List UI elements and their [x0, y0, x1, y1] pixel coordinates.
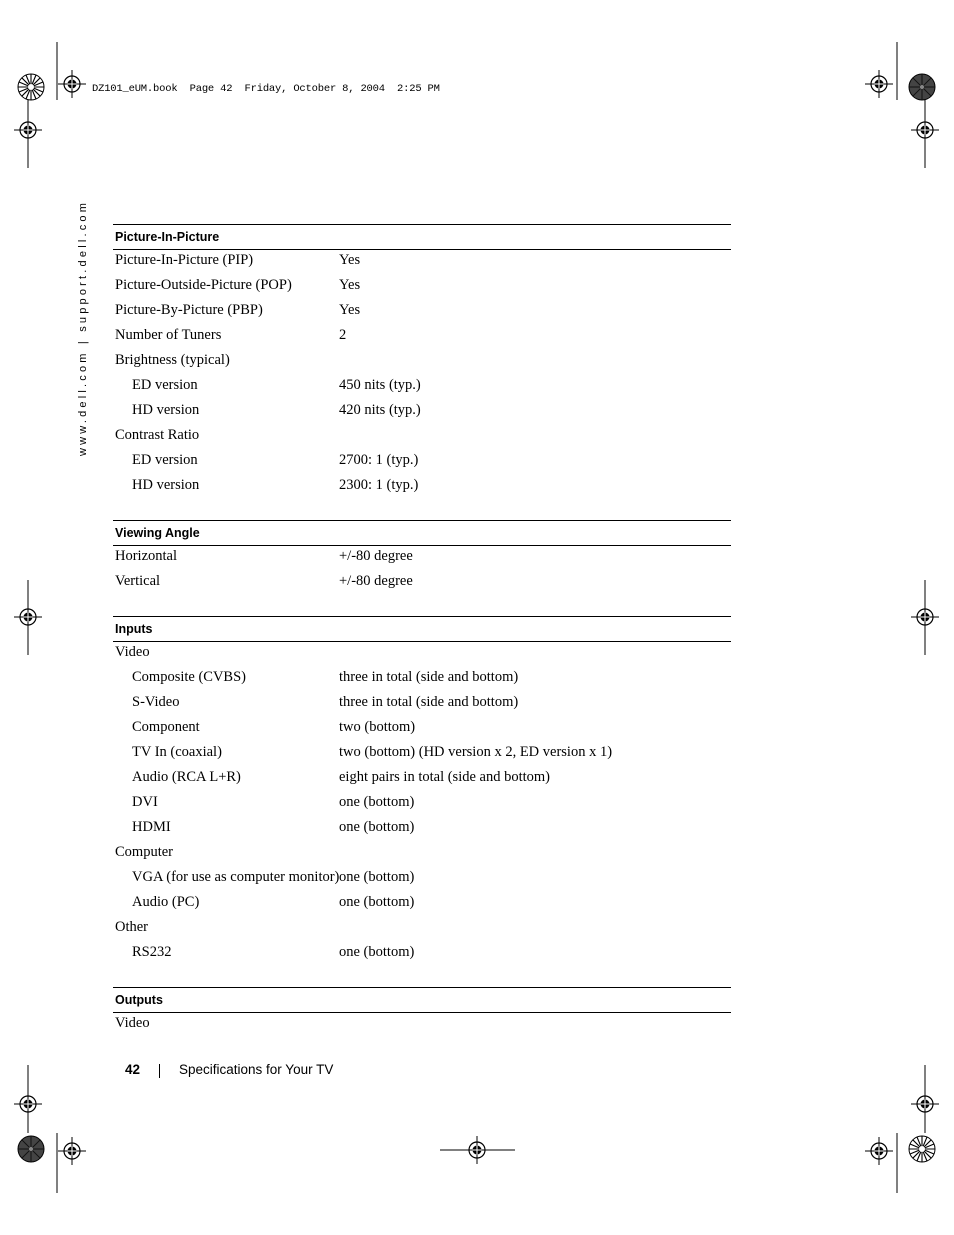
- spec-label: DVI: [132, 794, 158, 810]
- spec-row: [113, 667, 731, 692]
- spec-row: [113, 275, 731, 300]
- spec-row: [113, 1013, 731, 1038]
- spec-row: [113, 425, 731, 450]
- spec-label: ED version: [132, 377, 198, 393]
- spec-value: 2700: 1 (typ.): [339, 452, 419, 468]
- spec-label: Composite (CVBS): [132, 669, 246, 685]
- spec-label: Computer: [115, 844, 173, 860]
- spec-value: one (bottom): [339, 819, 415, 835]
- spec-value: 450 nits (typ.): [339, 377, 421, 393]
- spec-label: Audio (RCA L+R): [132, 769, 241, 785]
- spec-value: Yes: [339, 252, 361, 268]
- section-heading: Picture-In-Picture: [113, 224, 731, 250]
- spec-section: [113, 987, 731, 1038]
- spec-row: [113, 692, 731, 717]
- footer-divider: [159, 1064, 160, 1078]
- spec-label: HD version: [132, 402, 200, 418]
- page-number: 42: [125, 1062, 141, 1077]
- spec-label: Component: [132, 719, 200, 735]
- section-heading: Inputs: [113, 616, 731, 642]
- spec-label: ED version: [132, 452, 198, 468]
- spec-row: [113, 546, 731, 571]
- spec-label: HD version: [132, 477, 200, 493]
- spec-value: one (bottom): [339, 794, 415, 810]
- spec-label: TV In (coaxial): [132, 744, 222, 760]
- spec-label: Picture-In-Picture (PIP): [115, 252, 254, 268]
- spec-section: [113, 616, 731, 967]
- spec-value: two (bottom) (HD version x 2, ED version x 1): [339, 744, 613, 760]
- spec-value: three in total (side and bottom): [339, 694, 519, 710]
- spec-value: eight pairs in total (side and bottom): [339, 769, 551, 785]
- spec-section: [113, 520, 731, 596]
- spec-row: [113, 767, 731, 792]
- spec-label: Brightness (typical): [115, 352, 230, 368]
- spec-label: RS232: [132, 944, 172, 960]
- spec-row: [113, 792, 731, 817]
- print-header: DZ101_eUM.book Page 42 Friday, October 8, 2004 2:25 PM: [92, 83, 440, 95]
- spec-label: S-Video: [132, 694, 180, 710]
- spec-label: Video: [115, 1015, 150, 1031]
- spec-row: [113, 250, 731, 275]
- spec-section: [113, 224, 731, 500]
- section-heading: Viewing Angle: [113, 520, 731, 546]
- spec-row: [113, 350, 731, 375]
- side-url-text: www.dell.com | support.dell.com: [77, 199, 89, 456]
- spec-row: [113, 842, 731, 867]
- spec-value: Yes: [339, 302, 361, 318]
- section-heading: Outputs: [113, 987, 731, 1013]
- spec-label: Video: [115, 644, 150, 660]
- spec-row: [113, 571, 731, 596]
- spec-label: VGA (for use as computer monitor): [132, 869, 340, 885]
- spec-label: Horizontal: [115, 548, 178, 564]
- spec-label: Vertical: [115, 573, 161, 589]
- spec-row: [113, 375, 731, 400]
- spec-row: [113, 325, 731, 350]
- spec-table: [113, 224, 731, 1058]
- spec-row: [113, 717, 731, 742]
- spec-label: Picture-By-Picture (PBP): [115, 302, 263, 318]
- spec-value: one (bottom): [339, 894, 415, 910]
- spec-row: [113, 867, 731, 892]
- spec-row: [113, 917, 731, 942]
- spec-label: Contrast Ratio: [115, 427, 200, 443]
- spec-row: [113, 817, 731, 842]
- spec-label: Picture-Outside-Picture (POP): [115, 277, 292, 293]
- spec-row: [113, 642, 731, 667]
- spec-value: +/-80 degree: [339, 573, 413, 589]
- spec-value: 420 nits (typ.): [339, 402, 421, 418]
- spec-value: three in total (side and bottom): [339, 669, 519, 685]
- spec-label: Other: [115, 919, 149, 935]
- spec-value: 2: [339, 327, 347, 343]
- footer-title: Specifications for Your TV: [179, 1062, 334, 1077]
- spec-row: [113, 300, 731, 325]
- spec-value: 2300: 1 (typ.): [339, 477, 419, 493]
- spec-value: two (bottom): [339, 719, 416, 735]
- spec-value: Yes: [339, 277, 361, 293]
- spec-row: [113, 475, 731, 500]
- spec-label: Audio (PC): [132, 894, 200, 910]
- spec-value: one (bottom): [339, 944, 415, 960]
- spec-label: Number of Tuners: [115, 327, 222, 343]
- spec-label: HDMI: [132, 819, 171, 835]
- spec-row: [113, 942, 731, 967]
- spec-value: +/-80 degree: [339, 548, 413, 564]
- spec-row: [113, 742, 731, 767]
- spec-row: [113, 892, 731, 917]
- spec-row: [113, 450, 731, 475]
- spec-value: one (bottom): [339, 869, 415, 885]
- spec-row: [113, 400, 731, 425]
